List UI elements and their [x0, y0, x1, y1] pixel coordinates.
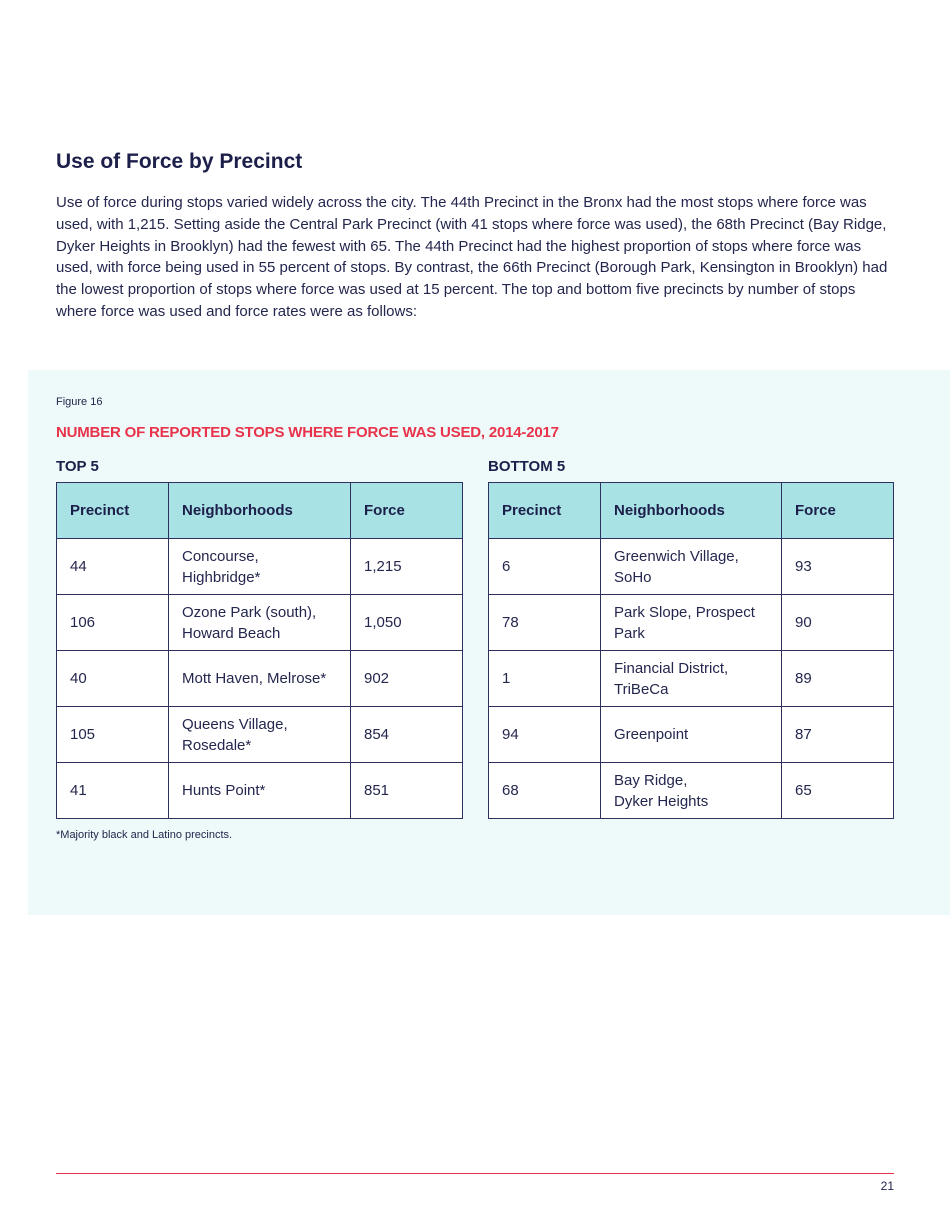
neighborhood-line: Concourse, — [182, 547, 259, 565]
neighborhood-line: TriBeCa — [614, 680, 669, 698]
force-cell: 1,215 — [351, 539, 463, 595]
precinct-cell: 78 — [489, 595, 601, 651]
precinct-cell: 44 — [57, 539, 169, 595]
neighborhood-line: Dyker Heights — [614, 792, 709, 810]
section-title: Use of Force by Precinct — [56, 150, 303, 173]
force-cell: 854 — [351, 707, 463, 763]
neighborhood-line: Hunts Point* — [182, 782, 266, 799]
neighborhood-line: Queens Village, — [182, 715, 288, 733]
table-row — [489, 539, 894, 595]
force-cell: 90 — [782, 595, 894, 651]
neighborhoods-cell — [169, 651, 351, 707]
neighborhoods-cell — [601, 763, 782, 819]
table-header-row — [489, 483, 894, 539]
table-row — [57, 651, 463, 707]
table-header-row — [57, 483, 463, 539]
force-cell: 87 — [782, 707, 894, 763]
neighborhoods-cell — [169, 707, 351, 763]
precinct-cell: 1 — [489, 651, 601, 707]
precinct-cell: 105 — [57, 707, 169, 763]
figure-label: Figure 16 — [56, 396, 103, 408]
neighborhoods-cell — [601, 539, 782, 595]
table-row — [489, 595, 894, 651]
neighborhood-line: Park — [614, 624, 645, 642]
neighborhood-line: Howard Beach — [182, 624, 281, 642]
neighborhoods-cell — [169, 595, 351, 651]
figure-footnote: *Majority black and Latino precincts. — [56, 829, 233, 841]
bottom5-table-block — [488, 458, 894, 819]
table-row — [57, 763, 463, 819]
neighborhood-line: Bay Ridge, — [614, 771, 688, 789]
force-cell: 93 — [782, 539, 894, 595]
column-header-force: Force — [351, 483, 463, 539]
column-header-neighborhoods: Neighborhoods — [601, 483, 782, 539]
table-row — [489, 707, 894, 763]
intro-paragraph: Use of force during stops varied widely across the city. The 44th Precinct in the Bronx had the most stops where force was used, with 1,215. Setting aside the Central Park Precinct (with 41 stops where force was used), the 68th Precinct (Bay Ridge, Dyker Heights in Brooklyn) had the fewest with 65. The 44th Precinct had the highest proportion of stops where force was used, with force being used in 55 percent of stops. By contrast, the 66th Precinct (Borough Park, Kensington in Brooklyn) had the lowest proportion of stops where force was used at 15 percent. The top and bottom five precincts by number of stops where force was used and force rates were as follows: — [56, 194, 888, 320]
neighborhoods-cell — [601, 595, 782, 651]
force-cell: 1,050 — [351, 595, 463, 651]
force-cell: 65 — [782, 763, 894, 819]
neighborhoods-cell — [601, 651, 782, 707]
precinct-cell: 41 — [57, 763, 169, 819]
table-row — [57, 707, 463, 763]
bottom5-caption: BOTTOM 5 — [488, 458, 566, 475]
neighborhood-line: Highbridge* — [182, 568, 261, 586]
footer-divider — [56, 1173, 894, 1174]
neighborhood-line: Rosedale* — [182, 736, 252, 754]
table-row — [489, 651, 894, 707]
neighborhoods-cell — [169, 763, 351, 819]
force-cell: 851 — [351, 763, 463, 819]
figure-title: NUMBER OF REPORTED STOPS WHERE FORCE WAS USED, 2014-2017 — [56, 424, 559, 441]
precinct-cell: 106 — [57, 595, 169, 651]
neighborhood-line: SoHo — [614, 568, 652, 586]
bottom5-table — [488, 482, 894, 819]
neighborhoods-cell — [601, 707, 782, 763]
table-row — [57, 595, 463, 651]
table-row — [489, 763, 894, 819]
force-cell: 89 — [782, 651, 894, 707]
neighborhood-line: Greenpoint — [614, 726, 689, 743]
precinct-cell: 68 — [489, 763, 601, 819]
neighborhood-line: Greenwich Village, — [614, 547, 739, 565]
top5-caption: TOP 5 — [56, 458, 99, 475]
neighborhood-line: Financial District, — [614, 659, 729, 677]
top5-table-block — [56, 458, 463, 819]
force-cell: 902 — [351, 651, 463, 707]
top5-table — [56, 482, 463, 819]
neighborhoods-cell — [169, 539, 351, 595]
neighborhood-line: Park Slope, Prospect — [614, 603, 755, 621]
column-header-force: Force — [782, 483, 894, 539]
column-header-precinct: Precinct — [489, 483, 601, 539]
page-number: 21 — [880, 1179, 894, 1193]
table-row — [57, 539, 463, 595]
precinct-cell: 94 — [489, 707, 601, 763]
column-header-precinct: Precinct — [57, 483, 169, 539]
neighborhood-line: Ozone Park (south), — [182, 603, 317, 621]
neighborhood-line: Mott Haven, Melrose* — [182, 670, 327, 687]
precinct-cell: 40 — [57, 651, 169, 707]
precinct-cell: 6 — [489, 539, 601, 595]
column-header-neighborhoods: Neighborhoods — [169, 483, 351, 539]
